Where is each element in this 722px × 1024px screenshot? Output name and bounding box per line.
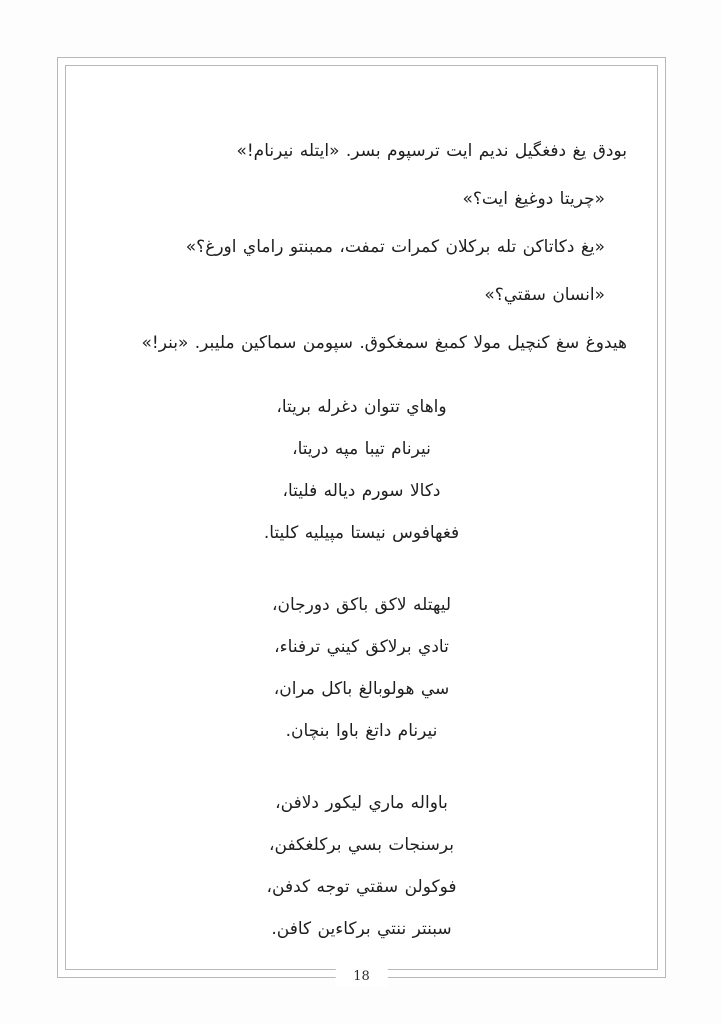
page-content [66,66,657,969]
poem-line: سبنتر ننتي بركاءين كافن. [271,919,452,939]
prose-line: هيدوغ سغ كنچيل مولا كمبغ سمغكوق. سپومن سماكين مليبر. «بنر!» [141,333,627,353]
prose-line: بودق يغ دفغگيل نديم ايت ترسپوم بسر. «ايتله نيرنام!» [236,141,627,161]
poem-line: دكالا سورم دياله فليتا، [282,481,441,501]
poem-stanza-2 [96,584,627,752]
poem-line: برسنجات بسي بركلغكفن، [269,835,454,855]
page-border-outer [57,57,666,984]
prose-section [96,127,627,367]
prose-line: «انسان سقتي؟» [484,285,605,305]
poem-line: سي هولوبالغ باكل مران، [273,679,450,699]
poem-line: فغهافوس نيستا مپيليه كليتا. [263,523,460,543]
poem-line: ليهتله لاكق باكق دورجان، [271,595,452,615]
poem-line: واهاي تتوان دغرله بريتا، [276,397,447,417]
poem-line: نيرنام تيبا مپه دريتا، [292,439,431,459]
poem-line: فوكولن سقتي توجه كدفن، [266,877,457,897]
prose-line: «چريتا دوغيغ ايت؟» [462,189,605,209]
poem-stanza-1 [96,386,627,554]
poem-line: باواله ماري ليكور دلافن، [275,793,448,813]
poem-line: نيرنام داتغ باوا بنچان. [285,721,438,741]
page-number: 18 [335,967,388,987]
prose-line: «يغ دكاتاكن تله بركلان كمرات تمفت، ممبنتو راماي اورغ؟» [185,237,605,257]
poem-line: تادي برلاكق كيني ترفناء، [274,637,449,657]
poem-stanza-3 [96,782,627,950]
